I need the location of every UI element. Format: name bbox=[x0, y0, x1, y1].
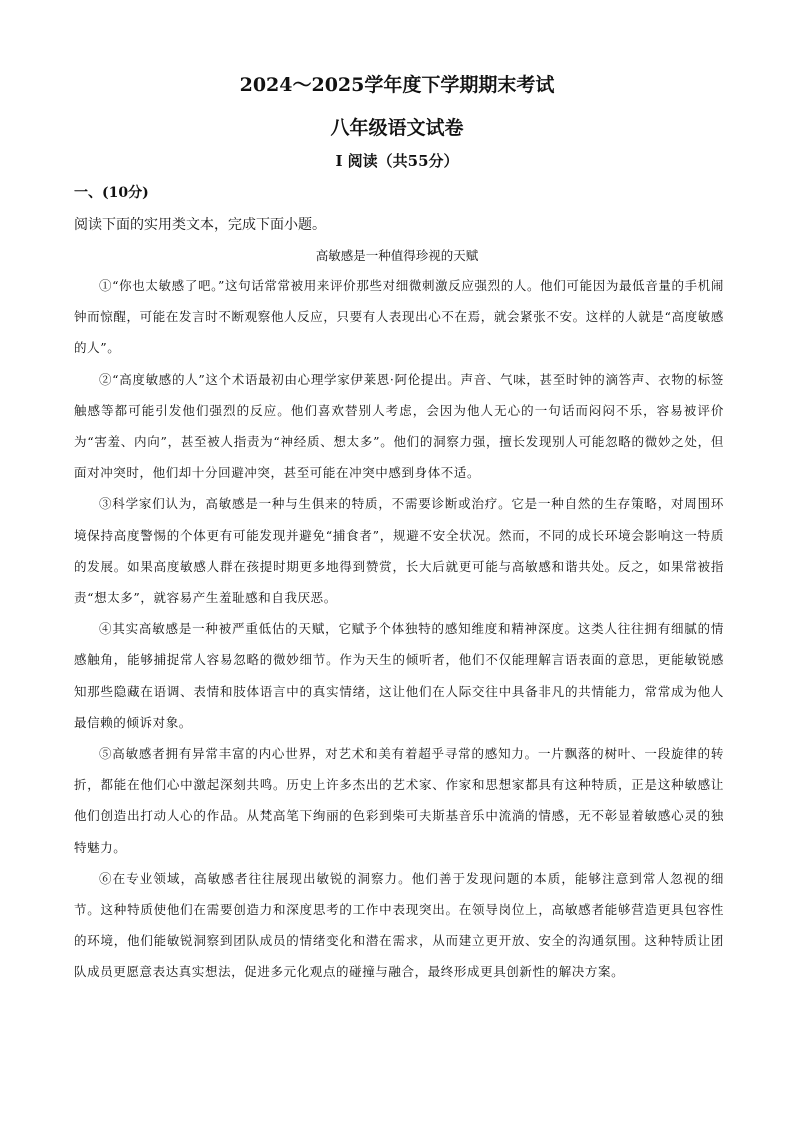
paragraph-4: ④其实高敏感是一种被严重低估的天赋，它赋予个体独特的感知维度和精神深度。这类人往往拥有细腻的情感触角，能够捕捉常人容易忽略的微妙细节。作为天生的倾听者，他们不仅能理解言语表面的意思，更能敏锐感知那些隐藏在语调、表情和肢体语言中的真实情绪，这让他们在人际交往中具备非凡的共情能力，常常成为他人最信赖的倾诉对象。 bbox=[74, 621, 724, 730]
article-title: 高敏感是一种值得珍视的天赋 bbox=[315, 248, 479, 263]
paragraph-2: ②“高度敏感的人”这个术语最初由心理学家伊莱恩·阿伦提出。声音、气味，甚至时钟的滴答声、衣物的标签触感等都可能引发他们强烈的反应。他们喜欢替别人考虑，会因为他人无心的一句话而闷闷不乐，容易被评价为“害羞、内向”，甚至被人指责为“神经质、想太多”。他们的洞察力强，擅长发现别人可能忽略的微妙之处，但面对冲突时，他们却十分回避冲突，甚至可能在冲突中感到身体不适。 bbox=[74, 371, 724, 481]
exam-title: 2024～2025学年度下学期期末考试 bbox=[239, 74, 555, 96]
part-heading: Ⅰ 阅读（共55分） bbox=[335, 152, 459, 170]
section-heading: 一、(10分) bbox=[74, 185, 149, 201]
paragraph-5: ⑤高敏感者拥有异常丰富的内心世界，对艺术和美有着超乎寻常的感知力。一片飘落的树叶、一段旋律的转折，都能在他们心中激起深刻共鸣。历史上许多杰出的艺术家、作家和思想家都具有这种特质，正是这种敏感让他们创造出打动人心的作品。从梵高笔下绚丽的色彩到柴可夫斯基音乐中流淌的情感，无不彰显着敏感心灵的独特魅力。 bbox=[74, 746, 724, 855]
exam-subtitle: 八年级语文试卷 bbox=[330, 117, 464, 139]
section-instruction: 阅读下面的实用类文本，完成下面小题。 bbox=[74, 217, 326, 233]
paragraph-3: ③科学家们认为，高敏感是一种与生俱来的特质，不需要诊断或治疗。它是一种自然的生存策略，对周围环境保持高度警惕的个体更有可能发现并避免“捕食者”，规避不安全状况。然而，不同的成长环境会影响这一特质的发展。如果高度敏感人群在孩提时期更多地得到赞赏，长大后就更可能与高敏感和谐共处。反之，如果常被指责“想太多”，就容易产生羞耻感和自我厌恶。 bbox=[74, 496, 724, 606]
paragraph-1: ①“你也太敏感了吧。”这句话常常被用来评价那些对细微刺激反应强烈的人。他们可能因为最低音量的手机闹钟而惊醒，可能在发言时不断观察他人反应，只要有人表现出心不在焉，就会紧张不安。这样的人就是“高度敏感的人”。 bbox=[74, 278, 724, 356]
article-body bbox=[74, 270, 724, 988]
paragraph-6: ⑥在专业领域，高敏感者往往展现出敏锐的洞察力。他们善于发现问题的本质，能够注意到常人忽视的细节。这种特质使他们在需要创造力和深度思考的工作中表现突出。在领导岗位上，高敏感者能够营造更具包容性的环境，他们能敏锐洞察到团队成员的情绪变化和潜在需求，从而建立更开放、安全的沟通氛围。这种特质让团队成员更愿意表达真实想法，促进多元化观点的碰撞与融合，最终形成更具创新性的解决方案。 bbox=[74, 870, 724, 980]
